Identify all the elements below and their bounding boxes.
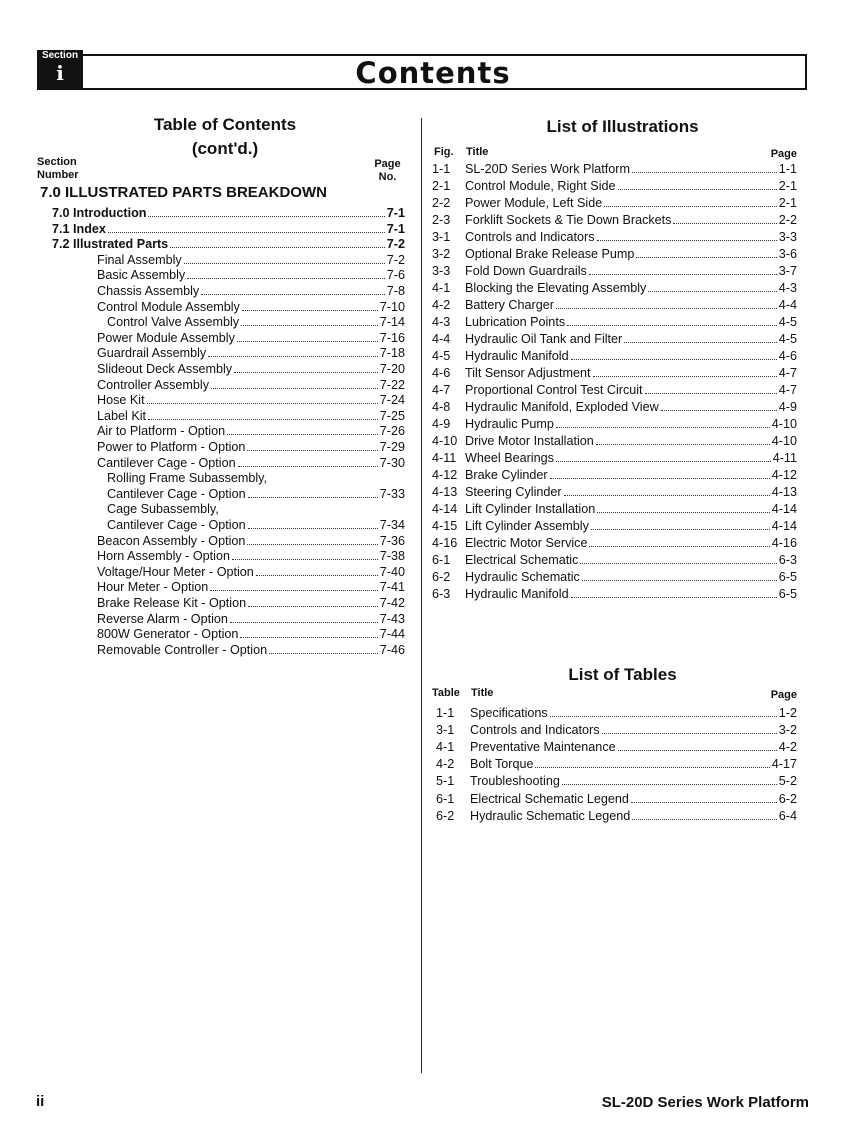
toc-item [97, 361, 405, 377]
dot-leader [248, 605, 378, 607]
illustration-item-page: 4-11 [772, 451, 797, 465]
illustration-item-label: Power Module, Left Side [465, 196, 603, 210]
table-item-page: 5-2 [778, 774, 797, 789]
dot-leader [227, 433, 378, 435]
dot-leader [597, 511, 770, 513]
dot-leader [556, 307, 777, 309]
illustration-item-page: 4-9 [778, 400, 797, 414]
illustration-item-label: Hydraulic Pump [465, 417, 554, 431]
toc-item-label: Controller Assembly [97, 377, 209, 392]
toc-item-page: 7-14 [379, 315, 405, 330]
illustration-item [465, 365, 797, 381]
illustration-item-label: Electrical Schematic [465, 553, 579, 567]
toc-item-label: Cantilever Cage - Option [107, 518, 246, 532]
table-item-label: Troubleshooting [470, 774, 560, 789]
dot-leader [187, 277, 385, 279]
illustration-item-page: 4-3 [778, 281, 797, 295]
toc-item-page: 7-41 [379, 580, 405, 595]
column-divider [421, 118, 422, 1073]
table-item-label: Preventative Maintenance [470, 740, 616, 755]
dot-leader [556, 426, 770, 428]
table-item-page: 1-2 [778, 706, 797, 720]
illustration-item [465, 178, 797, 194]
illustration-fig-number: 4-2 [432, 298, 451, 312]
toc-item [97, 408, 405, 424]
toc-item-label: Cage Subassembly, [107, 502, 219, 517]
illustration-item-label: Electric Motor Service [465, 536, 588, 550]
toc-item-label: Chassis Assembly [97, 284, 200, 298]
illustration-item-label: Fold Down Guardrails [465, 264, 587, 278]
dot-leader [148, 418, 378, 420]
toc-item-label: Basic Assembly [97, 268, 186, 283]
illustration-item-page: 6-3 [778, 553, 797, 567]
toc-item-page: 7-33 [379, 486, 405, 501]
toc-item-page: 7-2 [386, 237, 405, 252]
toc-item-page: 7-40 [379, 564, 405, 579]
table-item-page: 4-2 [778, 740, 797, 755]
illustration-item-label: SL-20D Series Work Platform [465, 162, 630, 176]
illustration-item [465, 246, 797, 262]
illustration-item [465, 416, 797, 432]
illustration-fig-number: 4-13 [432, 485, 458, 499]
illustration-fig-number: 4-3 [432, 315, 451, 329]
tables-col-table: Table [432, 687, 460, 699]
dot-leader [589, 273, 777, 275]
dot-leader [269, 652, 378, 654]
toc-item [107, 470, 405, 486]
dot-leader [240, 636, 377, 638]
illustration-item [465, 348, 797, 364]
section-label: Section [41, 50, 79, 61]
toc-item [97, 392, 405, 408]
illustration-item-page: 6-5 [778, 570, 797, 584]
illustration-item [465, 569, 797, 585]
illustration-item-label: Lift Cylinder Installation [465, 502, 596, 516]
toc-title-contd: (cont'd.) [191, 139, 259, 158]
illustration-item [465, 467, 797, 483]
illustration-fig-number: 3-2 [432, 247, 451, 261]
illustration-item [465, 484, 797, 500]
illustration-fig-number: 4-12 [432, 468, 458, 482]
toc-col-page: Page [374, 158, 401, 170]
dot-leader [562, 783, 777, 785]
toc-item-page: 7-10 [379, 299, 405, 314]
illustration-item-label: Control Module, Right Side [465, 179, 616, 193]
illustration-item-label: Brake Cylinder [465, 468, 548, 482]
dot-leader [241, 324, 378, 326]
table-item [470, 773, 797, 789]
table-number: 3-1 [436, 723, 455, 738]
illustration-item-page: 3-6 [778, 247, 797, 261]
tables-col-title: Title [471, 687, 494, 699]
dot-leader [582, 579, 777, 581]
toc-col-no: No. [378, 171, 397, 183]
toc-item-page: 7-24 [379, 393, 405, 408]
toc-item-page: 7-36 [379, 533, 405, 548]
toc-item-page: 7-42 [379, 596, 405, 610]
dot-leader [636, 256, 776, 258]
toc-item-page: 7-34 [379, 518, 405, 532]
toc-item-page: 7-6 [386, 268, 405, 283]
dot-leader [242, 309, 378, 311]
toc-item-label: Final Assembly [97, 252, 182, 267]
illustration-item [465, 297, 797, 313]
illustration-fig-number: 2-3 [432, 213, 451, 227]
toc-item [107, 501, 405, 517]
illustration-item-page: 2-2 [778, 213, 797, 227]
table-item-label: Controls and Indicators [470, 723, 600, 738]
dot-leader [589, 545, 769, 547]
dot-leader [550, 715, 777, 717]
dot-leader [232, 558, 378, 560]
illustration-item-page: 4-4 [778, 298, 797, 312]
table-item-page: 6-2 [778, 791, 797, 806]
illustration-item-page: 3-7 [778, 264, 797, 278]
dot-leader [211, 387, 378, 389]
illustration-item-label: Forklift Sockets & Tie Down Brackets [465, 213, 672, 227]
toc-item [97, 267, 405, 283]
dot-leader [256, 574, 378, 576]
illustration-fig-number: 6-3 [432, 587, 451, 601]
illustration-item-label: Controls and Indicators [465, 230, 595, 244]
illustration-item-label: Blocking the Elevating Assembly [465, 281, 647, 295]
toc-item-label: Cantilever Cage - Option [107, 486, 246, 501]
illustration-item-label: Hydraulic Manifold [465, 587, 569, 601]
toc-item-label: 7.0 Introduction [52, 206, 147, 220]
dot-leader [604, 205, 777, 207]
illustration-item-label: Lift Cylinder Assembly [465, 519, 589, 533]
toc-item [97, 626, 405, 642]
illustration-item-label: Battery Charger [465, 298, 554, 312]
illus-col-page: Page [770, 148, 797, 160]
illustration-item-label: Optional Brake Release Pump [465, 247, 635, 261]
toc-item [97, 377, 405, 393]
illustration-item [465, 314, 797, 330]
toc-item-page: 7-22 [379, 377, 405, 392]
toc-item-label: Air to Platform - Option [97, 424, 226, 439]
toc-item-page: 7-43 [379, 611, 405, 626]
toc-item-page: 7-16 [379, 330, 405, 345]
toc-item-page: 7-38 [379, 549, 405, 564]
dot-leader [618, 749, 777, 751]
illustration-fig-number: 4-14 [432, 502, 458, 516]
toc-item [97, 439, 405, 455]
illustration-fig-number: 2-2 [432, 196, 451, 210]
illustration-item [465, 280, 797, 296]
dot-leader [170, 246, 385, 248]
table-number: 6-2 [436, 808, 455, 823]
table-item-page: 4-17 [771, 757, 797, 772]
toc-item-label: Removable Controller - Option [97, 642, 268, 657]
dot-leader [184, 262, 385, 264]
illustration-fig-number: 1-1 [432, 162, 451, 176]
illustration-item-page: 4-12 [771, 468, 797, 482]
toc-item-label: Voltage/Hour Meter - Option [97, 564, 254, 579]
dot-leader [247, 449, 377, 451]
toc-item-label: Beacon Assembly - Option [97, 533, 246, 548]
illustration-item [465, 518, 797, 534]
dot-leader [556, 460, 771, 462]
toc-item-label: Cantilever Cage - Option [97, 455, 236, 470]
table-item [470, 705, 797, 721]
illus-col-title: Title [466, 146, 489, 158]
toc-item-page: 7-30 [379, 455, 405, 470]
toc-item-label: Brake Release Kit - Option [97, 596, 247, 610]
toc-item-label: Guardrail Assembly [97, 346, 207, 361]
illustration-fig-number: 2-1 [432, 179, 451, 193]
illustration-fig-number: 4-9 [432, 417, 451, 431]
dot-leader [618, 188, 777, 190]
illustration-fig-number: 4-8 [432, 400, 451, 414]
toc-item [107, 314, 405, 330]
dot-leader [535, 766, 769, 768]
toc-item-label: Rolling Frame Subassembly, [107, 471, 268, 486]
illustration-item [465, 399, 797, 415]
illustration-fig-number: 4-5 [432, 349, 451, 363]
dot-leader [248, 496, 378, 498]
toc-item-label: Control Module Assembly [97, 299, 240, 314]
illustration-item [465, 382, 797, 398]
illustration-item-page: 4-10 [771, 434, 797, 448]
toc-item [52, 205, 405, 221]
toc-item-label: Power to Platform - Option [97, 440, 246, 454]
toc-item [97, 548, 405, 564]
illustration-fig-number: 4-4 [432, 332, 451, 346]
dot-leader [580, 562, 776, 564]
toc-item [97, 579, 405, 595]
table-item-label: Electrical Schematic Legend [470, 791, 629, 806]
toc-item [97, 252, 405, 268]
illustration-fig-number: 3-1 [432, 230, 451, 244]
toc-item-page: 7-2 [386, 252, 405, 267]
illustration-item-page: 2-1 [778, 196, 797, 210]
toc-item [97, 330, 405, 346]
toc-item [97, 283, 405, 299]
toc-item-page: 7-29 [379, 440, 405, 454]
illustration-item-page: 1-1 [778, 162, 797, 176]
illustration-item-page: 4-16 [771, 536, 797, 550]
illustration-fig-number: 4-11 [432, 451, 457, 465]
toc-item-label: Horn Assembly - Option [97, 549, 230, 564]
toc-item-label: 7.2 Illustrated Parts [52, 237, 169, 252]
toc-item-page: 7-1 [386, 221, 405, 236]
illustration-item [465, 501, 797, 517]
dot-leader [632, 818, 776, 820]
footer-doc-title: SL-20D Series Work Platform [601, 1094, 809, 1111]
toc-item-label: Power Module Assembly [97, 330, 235, 345]
toc-item [97, 533, 405, 549]
dot-leader [148, 215, 384, 217]
illustration-item-page: 4-14 [771, 519, 797, 533]
illustration-item-page: 4-7 [778, 366, 797, 380]
toc-item-label: Hose Kit [97, 393, 145, 408]
dot-leader [661, 409, 777, 411]
illustration-item-label: Tilt Sensor Adjustment [465, 366, 591, 380]
dot-leader [564, 494, 770, 496]
page-title: Contents [355, 56, 511, 90]
table-item-label: Bolt Torque [470, 757, 534, 772]
table-item-label: Specifications [470, 706, 548, 720]
toc-item [107, 486, 405, 502]
toc-item [97, 299, 405, 315]
toc-item-label: Reverse Alarm - Option [97, 611, 228, 626]
illustration-item-page: 6-5 [778, 587, 797, 601]
toc-item-page: 7-1 [386, 206, 405, 220]
illustration-fig-number: 4-10 [432, 434, 458, 448]
toc-item [97, 611, 405, 627]
toc-item-page: 7-18 [379, 346, 405, 361]
dot-leader [210, 589, 377, 591]
illustration-item-label: Proportional Control Test Circuit [465, 383, 643, 397]
dot-leader [237, 340, 378, 342]
illustration-item-label: Hydraulic Manifold, Exploded View [465, 400, 659, 414]
illustration-item [465, 229, 797, 245]
illustration-item-label: Wheel Bearings [465, 451, 554, 465]
table-number: 4-2 [436, 757, 455, 772]
illustration-item-page: 3-3 [778, 230, 797, 244]
illustration-item [465, 161, 797, 177]
illustration-item-label: Hydraulic Oil Tank and Filter [465, 332, 623, 346]
toc-item-page: 7-20 [379, 362, 405, 376]
dot-leader [234, 371, 378, 373]
illus-col-fig: Fig. [434, 146, 454, 158]
table-item [470, 791, 797, 807]
illustration-fig-number: 4-16 [432, 536, 458, 550]
toc-item [52, 236, 405, 252]
table-item-page: 3-2 [778, 723, 797, 738]
toc-item-page: 7-46 [379, 642, 405, 657]
toc-item-page: 7-25 [379, 408, 405, 423]
illustration-item-label: Drive Motor Installation [465, 434, 594, 448]
dot-leader [248, 527, 378, 529]
toc-item-label: Hour Meter - Option [97, 580, 209, 595]
dot-leader [247, 543, 377, 545]
illustration-item-page: 4-5 [778, 332, 797, 346]
toc-col-section: Section [37, 156, 77, 168]
dot-leader [571, 596, 777, 598]
toc-item [97, 423, 405, 439]
illustration-item [465, 552, 797, 568]
illustration-item-page: 4-13 [771, 485, 797, 499]
illustration-item-label: Hydraulic Manifold [465, 349, 569, 363]
dot-leader [208, 355, 378, 357]
table-item [470, 739, 797, 755]
toc-item-page: 7-8 [386, 284, 405, 298]
dot-leader [593, 375, 777, 377]
toc-item [97, 564, 405, 580]
toc-item-label: 800W Generator - Option [97, 627, 239, 642]
illustration-item [465, 263, 797, 279]
illustration-fig-number: 4-1 [432, 281, 451, 295]
toc-col-number: Number [37, 169, 79, 181]
illustration-fig-number: 6-2 [432, 570, 451, 584]
illustration-item [465, 331, 797, 347]
illustration-fig-number: 4-15 [432, 519, 458, 533]
table-number: 4-1 [436, 740, 455, 755]
illustration-item-page: 4-5 [778, 315, 797, 329]
footer-page-number: ii [36, 1093, 45, 1110]
dot-leader [596, 443, 770, 445]
dot-leader [591, 528, 770, 530]
dot-leader [108, 231, 385, 233]
toc-item-page: 7-26 [379, 424, 405, 439]
dot-leader [597, 239, 777, 241]
illustration-item [465, 586, 797, 602]
toc-item-label: Slideout Deck Assembly [97, 362, 233, 376]
section-number: i [56, 61, 64, 85]
dot-leader [602, 732, 777, 734]
dot-leader [624, 341, 777, 343]
table-item [470, 722, 797, 738]
illustration-item [465, 195, 797, 211]
illustration-item [465, 450, 797, 466]
dot-leader [238, 465, 378, 467]
toc-item [97, 345, 405, 361]
dot-leader [648, 290, 776, 292]
illustration-item [465, 212, 797, 228]
illustration-item-label: Hydraulic Schematic [465, 570, 580, 584]
toc-heading: 7.0 ILLUSTRATED PARTS BREAKDOWN [40, 184, 327, 201]
table-number: 6-1 [436, 791, 455, 806]
toc-item [97, 642, 405, 658]
dot-leader [632, 171, 777, 173]
illustration-item [465, 535, 797, 551]
illustration-fig-number: 3-3 [432, 264, 451, 278]
dot-leader [645, 392, 777, 394]
toc-item-label: 7.1 Index [52, 221, 106, 236]
dot-leader [550, 477, 770, 479]
toc-title: Table of Contents [153, 115, 297, 134]
illustration-fig-number: 6-1 [432, 553, 451, 567]
illustration-item-page: 4-10 [771, 417, 797, 431]
table-item-page: 6-4 [778, 808, 797, 823]
illustration-item-page: 4-6 [778, 349, 797, 363]
table-number: 1-1 [436, 706, 455, 720]
illustration-item-page: 2-1 [778, 179, 797, 193]
toc-item-page: 7-44 [379, 627, 405, 642]
dot-leader [201, 293, 385, 295]
tables-title: List of Tables [568, 665, 677, 684]
dot-leader [147, 402, 378, 404]
illustration-item-label: Steering Cylinder [465, 485, 562, 499]
table-item-label: Hydraulic Schematic Legend [470, 808, 631, 823]
toc-item [97, 455, 405, 471]
table-item [470, 808, 797, 824]
toc-item [107, 517, 405, 533]
illustration-item-page: 4-14 [771, 502, 797, 516]
dot-leader [673, 222, 776, 224]
toc-item [52, 221, 405, 237]
dot-leader [567, 324, 777, 326]
illustration-fig-number: 4-6 [432, 366, 451, 380]
dot-leader [571, 358, 777, 360]
illustration-item [465, 433, 797, 449]
toc-item-label: Control Valve Assembly [107, 315, 240, 330]
illustration-fig-number: 4-7 [432, 383, 451, 397]
toc-item [97, 595, 405, 611]
illustration-item-label: Lubrication Points [465, 315, 566, 329]
tables-col-page: Page [770, 689, 797, 701]
illustration-item-page: 4-7 [778, 383, 797, 397]
dot-leader [631, 801, 777, 803]
toc-item-label: Label Kit [97, 408, 147, 423]
illustrations-title: List of Illustrations [546, 117, 699, 136]
table-item [470, 756, 797, 772]
table-number: 5-1 [436, 774, 455, 789]
dot-leader [230, 621, 378, 623]
